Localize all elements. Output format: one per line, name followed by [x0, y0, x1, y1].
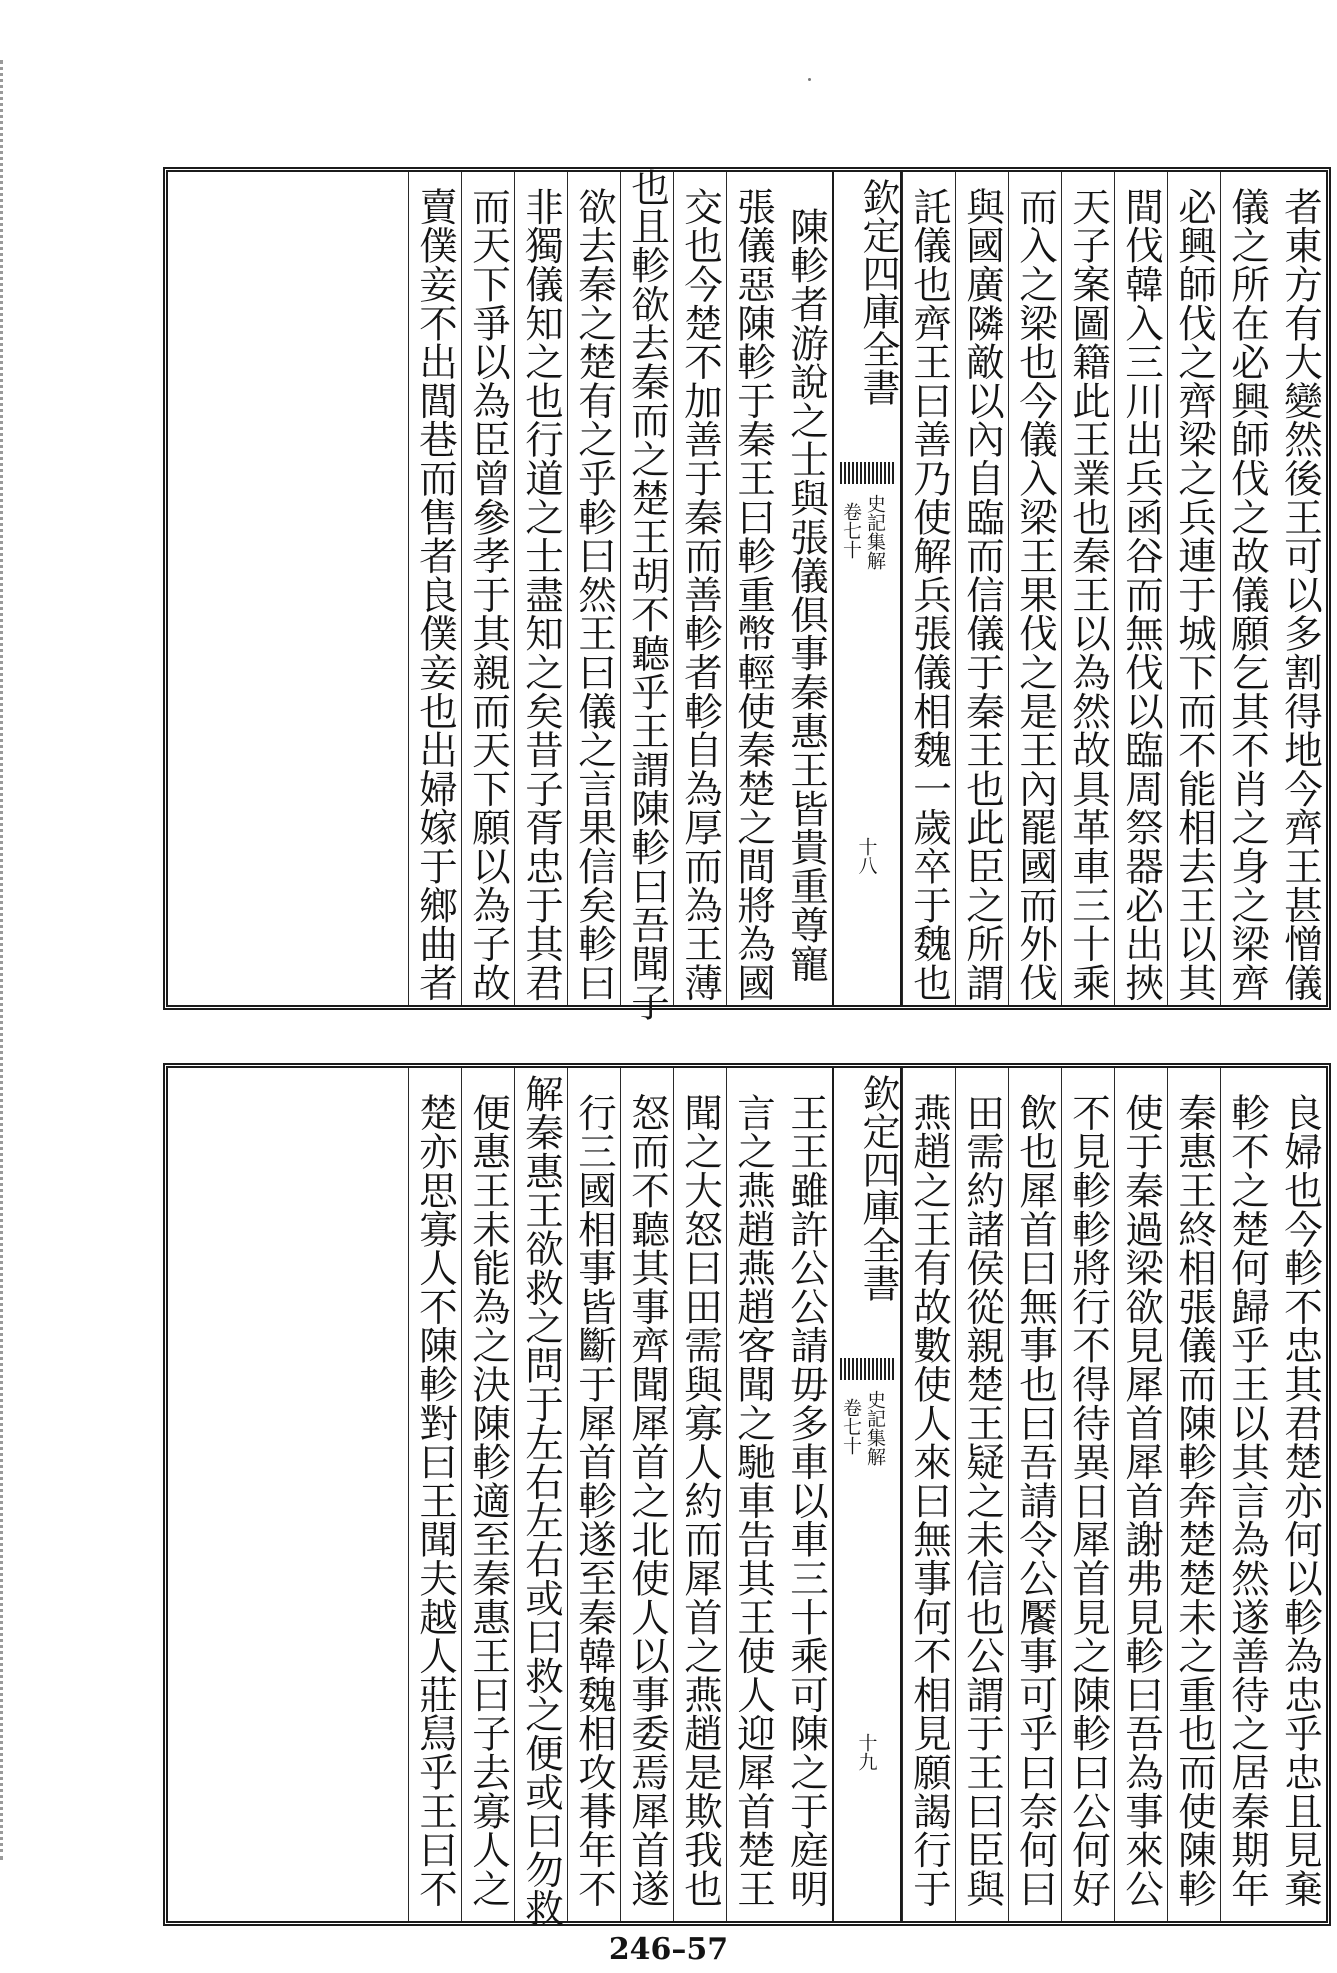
text-column: 張儀惡陳軫于秦王曰軫重幣輕使秦楚之間將為國	[726, 172, 779, 1005]
stray-ink-dot	[808, 78, 811, 81]
text-column: 飲也犀首曰無事也曰吾請令公饜事可乎曰奈何曰	[1008, 1068, 1061, 1921]
text-column: 非獨儀知之也行道之士盡知之矣昔子胥忠于其君	[514, 172, 567, 1005]
page-edge-marks	[0, 60, 8, 1860]
text-column: 託儀也齊王曰善乃使解兵張儀相魏一歲卒于魏也	[902, 172, 955, 1005]
fish-tail-mark	[840, 1358, 894, 1380]
book-title: 史記集解	[864, 1390, 886, 1466]
text-column: 欲去秦之楚有之乎軫曰然王曰儀之言果信矣軫曰	[567, 172, 620, 1005]
text-column: 解秦惠王欲救之問于左右左右或曰救之便或曰勿救	[514, 1068, 567, 1921]
leaf-number: 十八	[855, 837, 878, 875]
text-column: 田需約諸侯從親楚王疑之未信也公謂于王曰臣與	[955, 1068, 1008, 1921]
lower-columns	[168, 1068, 1326, 1928]
text-column: 秦惠王終相張儀而陳軫奔楚楚未之重也而使陳軫	[1167, 1068, 1220, 1921]
upper-leaf	[163, 167, 1331, 1022]
fold-center-block	[832, 1068, 902, 1921]
text-column: 言之燕趙燕趙客聞之馳車告其王使人迎犀首楚王	[726, 1068, 779, 1921]
collection-title: 欽定四庫全書	[856, 178, 900, 406]
fish-tail-mark	[840, 462, 894, 484]
text-column: 陳軫者游說之士與張儀俱事秦惠王皆貴重尊寵	[784, 206, 829, 983]
lower-leaf	[163, 1063, 1331, 1926]
text-column: 必興師伐之齊梁之兵連于城下而不能相去王以其	[1167, 172, 1220, 1005]
text-column: 軫不之楚何歸乎王以其言為然遂善待之居秦期年	[1220, 1068, 1273, 1921]
text-column: 與國廣隣敵以內自臨而信儀于秦王也此臣之所謂	[955, 172, 1008, 1005]
text-column: 聞之大怒曰田需與寡人約而犀首之燕趙是欺我也	[673, 1068, 726, 1921]
text-column: 便惠王未能為之決陳軫適至秦惠王曰子去寡人之	[461, 1068, 514, 1921]
text-column: 王王雖許公公請毋多車以車三十乘可陳之于庭明	[784, 1093, 829, 1908]
text-column: 也且軫欲去秦而之楚王胡不聽乎王謂陳軫曰吾聞子	[620, 172, 673, 1005]
text-column: 而天下爭以為臣曾參孝于其親而天下願以為子故	[461, 172, 514, 1005]
text-column: 天子案圖籍此王業也秦王以為然故具革車三十乘	[1061, 172, 1114, 1005]
text-column: 行三國相事皆斷于犀首軫遂至秦韓魏相攻朞年不	[567, 1068, 620, 1921]
book-title: 史記集解	[864, 494, 886, 570]
text-column: 賣僕妾不出閭巷而售者良僕妾也出婦嫁于鄉曲者	[408, 172, 461, 1005]
upper-columns	[168, 167, 1326, 1022]
chapter-label: 卷七十	[840, 502, 862, 559]
chapter-label: 卷七十	[840, 1398, 862, 1455]
text-column: 而入之梁也今儀入梁王果伐之是王內罷國而外伐	[1008, 172, 1061, 1005]
page-number: 246–57	[608, 1932, 729, 1967]
collection-title: 欽定四庫全書	[856, 1074, 900, 1302]
text-column: 不見軫軫將行不得待異日犀首見之陳軫曰公何好	[1061, 1068, 1114, 1921]
text-column: 間伐韓入三川出兵函谷而無伐以臨周祭器必出挾	[1114, 172, 1167, 1005]
text-column: 燕趙之王有故數使人來曰無事何不相見願謁行于	[902, 1068, 955, 1921]
leaf-number: 十九	[855, 1733, 878, 1771]
fold-center-block	[832, 172, 902, 1005]
text-column: 楚亦思寡人不陳軫對曰王聞夫越人莊舃乎王曰不	[408, 1068, 461, 1921]
text-column: 怒而不聽其事齊聞犀首之北使人以事委焉犀首遂	[620, 1068, 673, 1921]
text-column: 使于秦過梁欲見犀首犀首謝弗見軫曰吾為事來公	[1114, 1068, 1167, 1921]
text-column: 者東方有大變然後王可以多割得地今齊王甚憎儀	[1278, 187, 1323, 1002]
text-column: 儀之所在必興師伐之故儀願乞其不肖之身之梁齊	[1220, 172, 1273, 1005]
text-column: 良婦也今軫不忠其君楚亦何以軫為忠乎忠且見棄	[1278, 1093, 1323, 1908]
text-column: 交也今楚不加善于秦而善軫者軫自為厚而為王薄	[673, 172, 726, 1005]
